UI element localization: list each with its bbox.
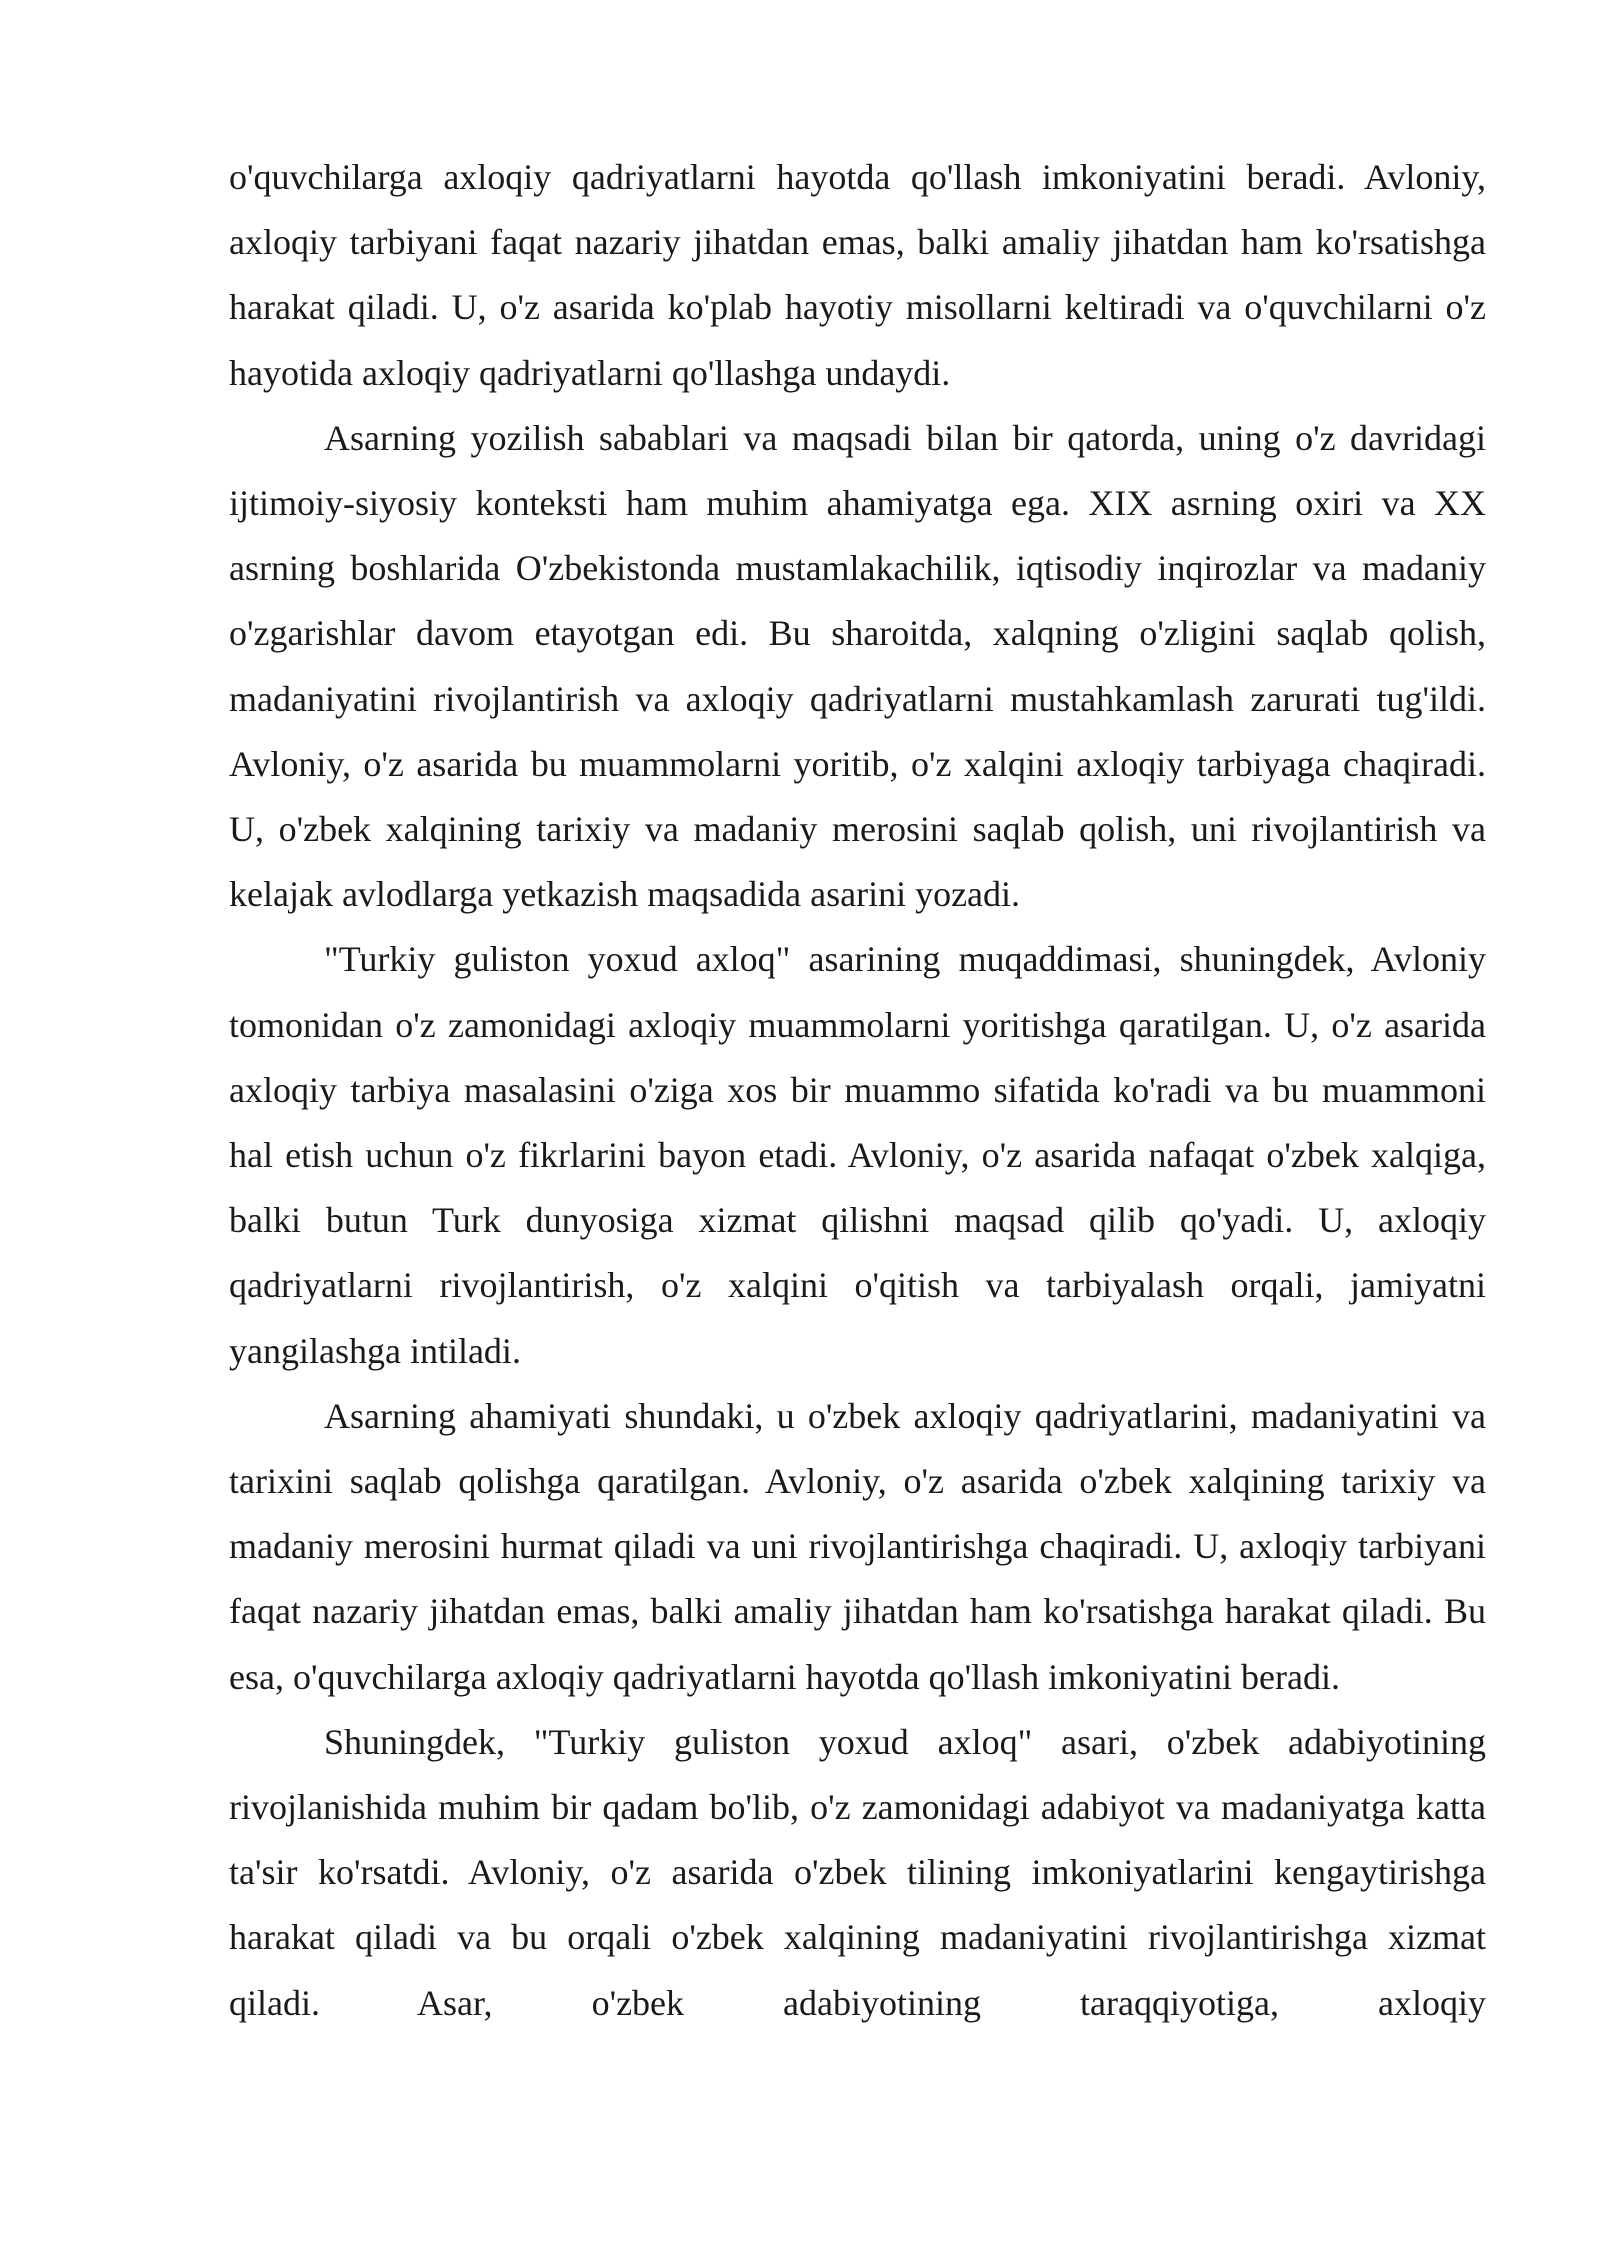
paragraph-5: Shuningdek, "Turkiy guliston yoxud axloq" asari, o'zbek adabiyotining rivojlanishida muhim bir qadam bo'lib, o'z zamonidagi adabiyot va madaniyatga katta ta'sir ko'rsatdi. Avloniy, o'z asarida o'zbek tilining imkoniyatlarini kengaytirishga harakat qiladi va bu orqali o'zbek xalqining madaniyatini rivojlantirishga xizmat qiladi. Asar, o'zbek adabiyotining taraqqiyotiga, axloqiy xyxy=(229,1721,1486,2023)
document-page xyxy=(229,145,1486,2036)
paragraph-4: Asarning ahamiyati shundaki, u o'zbek axloqiy qadriyatlarini, madaniyatini va tarixini saqlab qolishga qaratilgan. Avloniy, o'z asarida o'zbek xalqining tarixiy va madaniy merosini hurmat qiladi va uni rivojlantirishga chaqiradi. U, axloqiy tarbiyani faqat nazariy jihatdan emas, balki amaliy jihatdan ham ko'rsatishga harakat qiladi. Bu esa, o'quvchilarga axloqiy qadriyatlarni hayotda qo'llash imkoniyatini beradi. xyxy=(229,1395,1486,1697)
paragraph-3: "Turkiy guliston yoxud axloq" asarining muqaddimasi, shuningdek, Avloniy tomonidan o'z zamonidagi axloqiy muammolarni yoritishga qaratilgan. U, o'z asarida axloqiy tarbiya masalasini o'ziga xos bir muammo sifatida ko'radi va bu muammoni hal etish uchun o'z fikrlarini bayon etadi. Avloniy, o'z asarida nafaqat o'zbek xalqiga, balki butun Turk dunyosiga xizmat qilishni maqsad qilib qo'yadi. U, axloqiy qadriyatlarni rivojlantirish, o'z xalqini o'qitish va tarbiyalash orqali, jamiyatni yangilashga intiladi. xyxy=(229,939,1486,1371)
paragraph-1: o'quvchilarga axloqiy qadriyatlarni hayotda qo'llash imkoniyatini beradi. Avloniy, axloqiy tarbiyani faqat nazariy jihatdan emas, balki amaliy jihatdan ham ko'rsatishga harakat qiladi. U, o'z asarida ko'plab hayotiy misollarni keltiradi va o'quvchilarni o'z hayotida axloqiy qadriyatlarni qo'llashga undaydi. xyxy=(229,157,1486,393)
paragraph-2: Asarning yozilish sabablari va maqsadi bilan bir qatorda, uning o'z davridagi ijtimoiy-siyosiy konteksti ham muhim ahamiyatga ega. XIX asrning oxiri va XX asrning boshlarida O'zbekistonda mustamlakachilik, iqtisodiy inqirozlar va madaniy o'zgarishlar davom etayotgan edi. Bu sharoitda, xalqning o'zligini saqlab qolish, madaniyatini rivojlantirish va axloqiy qadriyatlarni mustahkamlash zarurati tug'ildi. Avloniy, o'z asarida bu muammolarni yoritib, o'z xalqini axloqiy tarbiyaga chaqiradi. U, o'zbek xalqining tarixiy va madaniy merosini saqlab qolish, uni rivojlantirish va kelajak avlodlarga yetkazish maqsadida asarini yozadi. xyxy=(229,417,1486,915)
